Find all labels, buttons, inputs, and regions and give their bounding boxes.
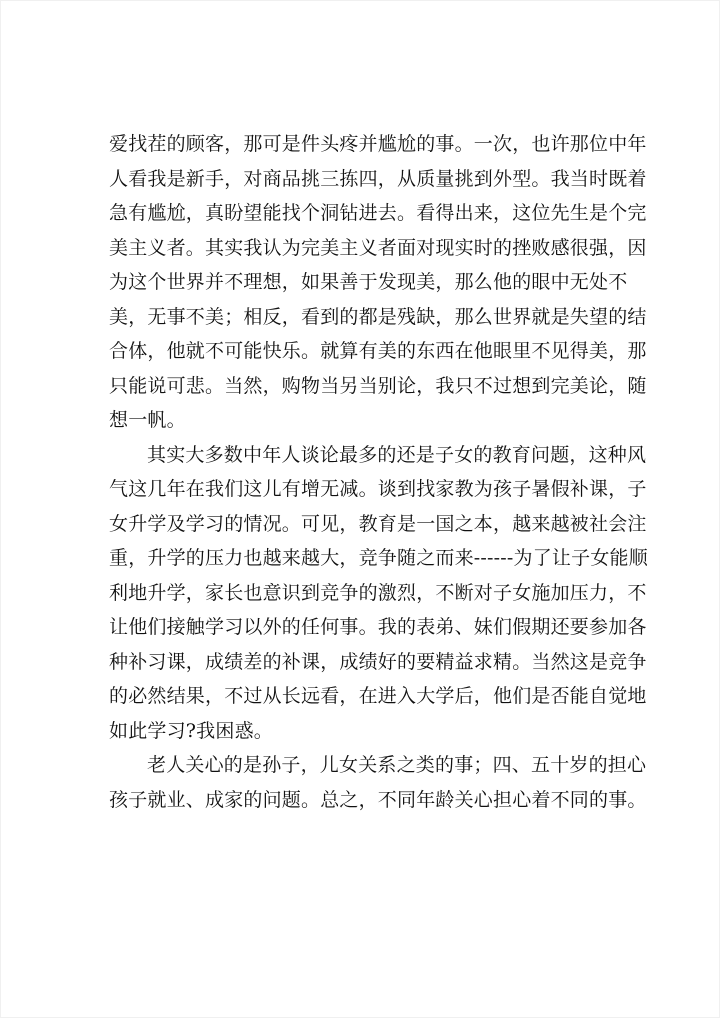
text-line: 为这个世界并不理想，如果善于发现美，那么他的眼中无处不 (109, 271, 628, 293)
text-line: 种补习课，成绩差的补课，成绩好的要精益求精。当然这是竞争 (109, 650, 647, 673)
text-line: 如此学习?我困惑。 (109, 719, 273, 742)
text-line: 的必然结果，不过从长远看，在进入大学后，他们是否能自觉地 (109, 685, 647, 707)
text-line: 女升学及学习的情况。可见，教育是一国之本，越来越被社会注 (109, 512, 647, 535)
text-line: 急有尴尬，真盼望能找个洞钻进去。看得出来，这位先生是个完 (109, 202, 647, 224)
document-body (109, 127, 648, 817)
text-line: 合体，他就不可能快乐。就算有美的东西在他眼里不见得美，那 (109, 340, 647, 362)
text-line: 重，升学的压力也越来越大，竞争随之而来------为了让子女能顺 (109, 547, 648, 569)
text-line: 人看我是新手，对商品挑三拣四，从质量挑到外型。我当时既着 (109, 167, 647, 190)
text-line: 孩子就业、成家的问题。总之，不同年龄关心担心着不同的事。 (109, 788, 647, 811)
text-line: 老人关心的是孙子，儿女关系之类的事；四、五十岁的担心 (147, 754, 647, 776)
text-line: 想一帆。 (109, 409, 186, 431)
text-line: 美，无事不美；相反，看到的都是残缺，那么世界就是失望的结 (109, 305, 647, 328)
text-line: 其实大多数中年人谈论最多的还是子女的教育问题，这种风 (147, 443, 647, 466)
text-line: 气这几年在我们这儿有增无减。谈到找家教为孩子暑假补课，子 (109, 478, 647, 500)
text-line: 只能说可悲。当然，购物当另当别论，我只不过想到完美论，随 (109, 374, 647, 397)
text-line: 爱找茬的顾客，那可是件头疼并尴尬的事。一次，也许那位中年 (109, 133, 647, 155)
text-line: 让他们接触学习以外的任何事。我的表弟、妹们假期还要参加各 (109, 616, 647, 638)
text-line: 美主义者。其实我认为完美主义者面对现实时的挫败感很强，因 (109, 236, 647, 259)
text-line: 利地升学，家长也意识到竞争的激烈，不断对子女施加压力，不 (109, 581, 647, 604)
